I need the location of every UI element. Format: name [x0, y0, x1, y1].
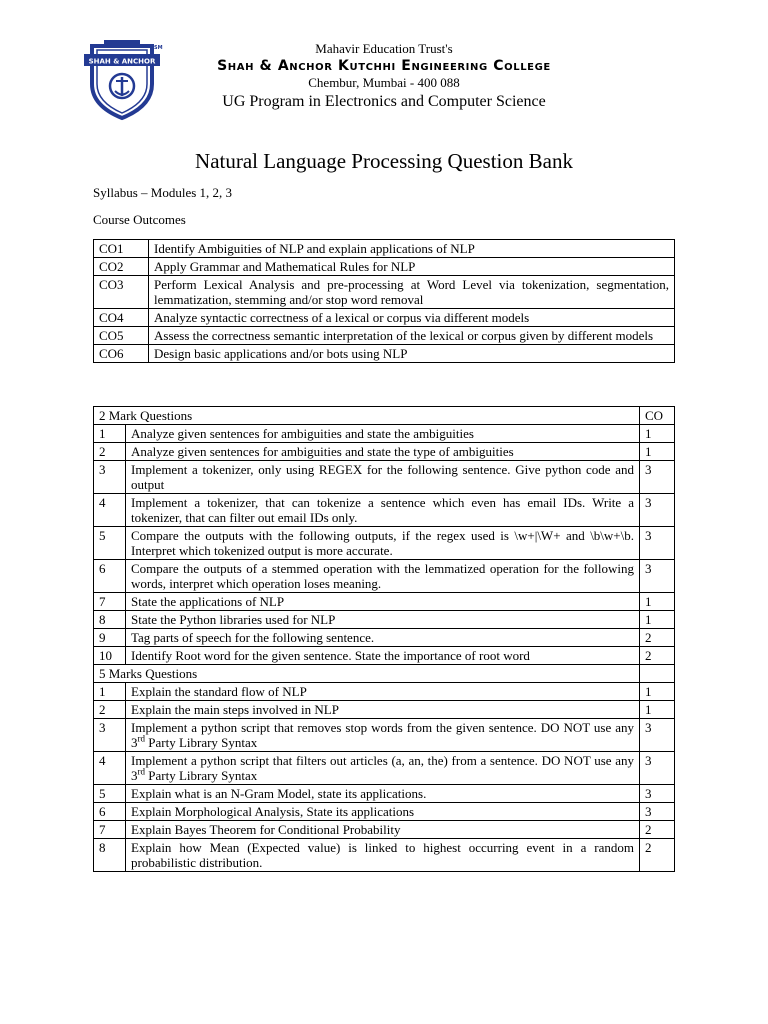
co-code: CO5 — [94, 327, 149, 345]
question-number: 3 — [94, 719, 126, 752]
question-co: 1 — [640, 701, 675, 719]
question-number: 7 — [94, 821, 126, 839]
question-number: 5 — [94, 527, 126, 560]
table-row — [94, 461, 675, 494]
table-row — [94, 611, 675, 629]
co-description: Assess the correctness semantic interpretation of the lexical or corpus given by different models — [149, 327, 675, 345]
college-name: Shah & Anchor Kutchhi Engineering College — [217, 58, 551, 74]
logo-banner-text: SHAH & ANCHOR — [88, 57, 156, 66]
table-row — [94, 443, 675, 461]
syllabus-line: Syllabus – Modules 1, 2, 3 — [93, 185, 233, 200]
college-crest-icon — [84, 40, 163, 120]
co-description: Design basic applications and/or bots using NLP — [149, 345, 675, 363]
table-row — [94, 425, 675, 443]
table-row — [94, 309, 675, 327]
table-row — [94, 276, 675, 309]
co-column-header: CO — [640, 407, 675, 425]
question-text: State the applications of NLP — [126, 593, 640, 611]
question-text-part: Implement a python script that filters out articles (a, an, the) from a sentence. DO NOT use any 3 — [131, 753, 634, 783]
trust-name: Mahavir Education Trust's — [315, 41, 453, 56]
question-number: 6 — [94, 803, 126, 821]
question-number: 10 — [94, 647, 126, 665]
five-mark-heading: 5 Marks Questions — [94, 665, 640, 683]
table-row — [94, 593, 675, 611]
question-text: Compare the outputs with the following outputs, if the regex used is \w+|\W+ and \b\w+\b. Interpret which tokenized output is more accurate. — [126, 527, 640, 560]
question-text: Compare the outputs of a stemmed operation with the lemmatized operation for the following words, interpret which operation loses meaning. — [126, 560, 640, 593]
table-row — [94, 629, 675, 647]
section-header-row — [94, 665, 675, 683]
question-text: Implement a tokenizer, only using REGEX for the following sentence. Give python code and output — [126, 461, 640, 494]
question-co: 1 — [640, 443, 675, 461]
table-row — [94, 752, 675, 785]
question-co: 1 — [640, 593, 675, 611]
table-row — [94, 345, 675, 363]
table-row — [94, 839, 675, 872]
question-text — [126, 719, 640, 752]
question-co: 1 — [640, 425, 675, 443]
co-code: CO4 — [94, 309, 149, 327]
question-text-part: Party Library Syntax — [145, 735, 258, 750]
question-text: Analyze given sentences for ambiguities and state the type of ambiguities — [126, 443, 640, 461]
question-text: Explain how Mean (Expected value) is linked to highest occurring event in a random probabilistic distribution. — [126, 839, 640, 872]
co-description: Analyze syntactic correctness of a lexical or corpus via different models — [149, 309, 675, 327]
question-text: Explain Bayes Theorem for Conditional Probability — [126, 821, 640, 839]
question-co: 2 — [640, 647, 675, 665]
table-row — [94, 560, 675, 593]
question-co: 1 — [640, 683, 675, 701]
question-text: Explain the standard flow of NLP — [126, 683, 640, 701]
ordinal-suffix: rd — [137, 733, 145, 744]
question-co: 3 — [640, 527, 675, 560]
question-number: 9 — [94, 629, 126, 647]
question-co: 2 — [640, 821, 675, 839]
question-number: 2 — [94, 701, 126, 719]
co-code: CO3 — [94, 276, 149, 309]
question-text: Explain the main steps involved in NLP — [126, 701, 640, 719]
program-name: UG Program in Electronics and Computer Science — [222, 93, 546, 110]
question-text: Explain what is an N-Gram Model, state its applications. — [126, 785, 640, 803]
table-row — [94, 258, 675, 276]
question-text — [126, 752, 640, 785]
question-table — [93, 406, 675, 872]
question-text-part: Party Library Syntax — [145, 768, 258, 783]
table-row — [94, 803, 675, 821]
course-outcomes-heading: Course Outcomes — [93, 212, 186, 227]
question-number: 6 — [94, 560, 126, 593]
question-co: 3 — [640, 785, 675, 803]
question-number: 8 — [94, 611, 126, 629]
table-row — [94, 327, 675, 345]
co-code: CO2 — [94, 258, 149, 276]
question-co: 3 — [640, 719, 675, 752]
question-co: 3 — [640, 461, 675, 494]
question-number: 4 — [94, 494, 126, 527]
table-row — [94, 821, 675, 839]
table-row — [94, 240, 675, 258]
table-row — [94, 647, 675, 665]
question-number: 2 — [94, 443, 126, 461]
co-code: CO6 — [94, 345, 149, 363]
college-logo — [84, 40, 163, 120]
question-text: Tag parts of speech for the following sentence. — [126, 629, 640, 647]
question-co: 3 — [640, 494, 675, 527]
question-co: 3 — [640, 752, 675, 785]
question-co: 3 — [640, 560, 675, 593]
ordinal-suffix: rd — [137, 766, 145, 777]
question-number: 4 — [94, 752, 126, 785]
question-text: State the Python libraries used for NLP — [126, 611, 640, 629]
two-mark-heading: 2 Mark Questions — [94, 407, 640, 425]
letterhead — [168, 41, 600, 112]
section-header-row — [94, 407, 675, 425]
question-text: Implement a tokenizer, that can tokenize a sentence which even has email IDs. Write a tokenizer, that can filter out email IDs only. — [126, 494, 640, 527]
question-text: Identify Root word for the given sentence. State the importance of root word — [126, 647, 640, 665]
question-number: 3 — [94, 461, 126, 494]
question-number: 8 — [94, 839, 126, 872]
question-text-part: Implement a python script that removes stop words from the given sentence. DO NOT use any 3 — [131, 720, 634, 750]
question-co: 2 — [640, 839, 675, 872]
logo-mark-text: SM — [154, 45, 163, 51]
course-outcomes-table — [93, 239, 675, 363]
college-address: Chembur, Mumbai - 400 088 — [308, 75, 460, 90]
co-description: Perform Lexical Analysis and pre-processing at Word Level via tokenization, segmentation, lemmatization, stemming and/or stop word removal — [149, 276, 675, 309]
table-row — [94, 683, 675, 701]
question-co: 1 — [640, 611, 675, 629]
co-code: CO1 — [94, 240, 149, 258]
document-title: Natural Language Processing Question Bank — [195, 149, 573, 173]
table-row — [94, 527, 675, 560]
question-number: 7 — [94, 593, 126, 611]
question-text: Analyze given sentences for ambiguities and state the ambiguities — [126, 425, 640, 443]
question-number: 1 — [94, 683, 126, 701]
empty-cell — [640, 665, 675, 683]
table-row — [94, 494, 675, 527]
table-row — [94, 785, 675, 803]
question-number: 1 — [94, 425, 126, 443]
question-text: Explain Morphological Analysis, State its applications — [126, 803, 640, 821]
co-description: Apply Grammar and Mathematical Rules for NLP — [149, 258, 675, 276]
co-description: Identify Ambiguities of NLP and explain applications of NLP — [149, 240, 675, 258]
question-co: 3 — [640, 803, 675, 821]
question-co: 2 — [640, 629, 675, 647]
table-row — [94, 701, 675, 719]
table-row — [94, 719, 675, 752]
question-number: 5 — [94, 785, 126, 803]
